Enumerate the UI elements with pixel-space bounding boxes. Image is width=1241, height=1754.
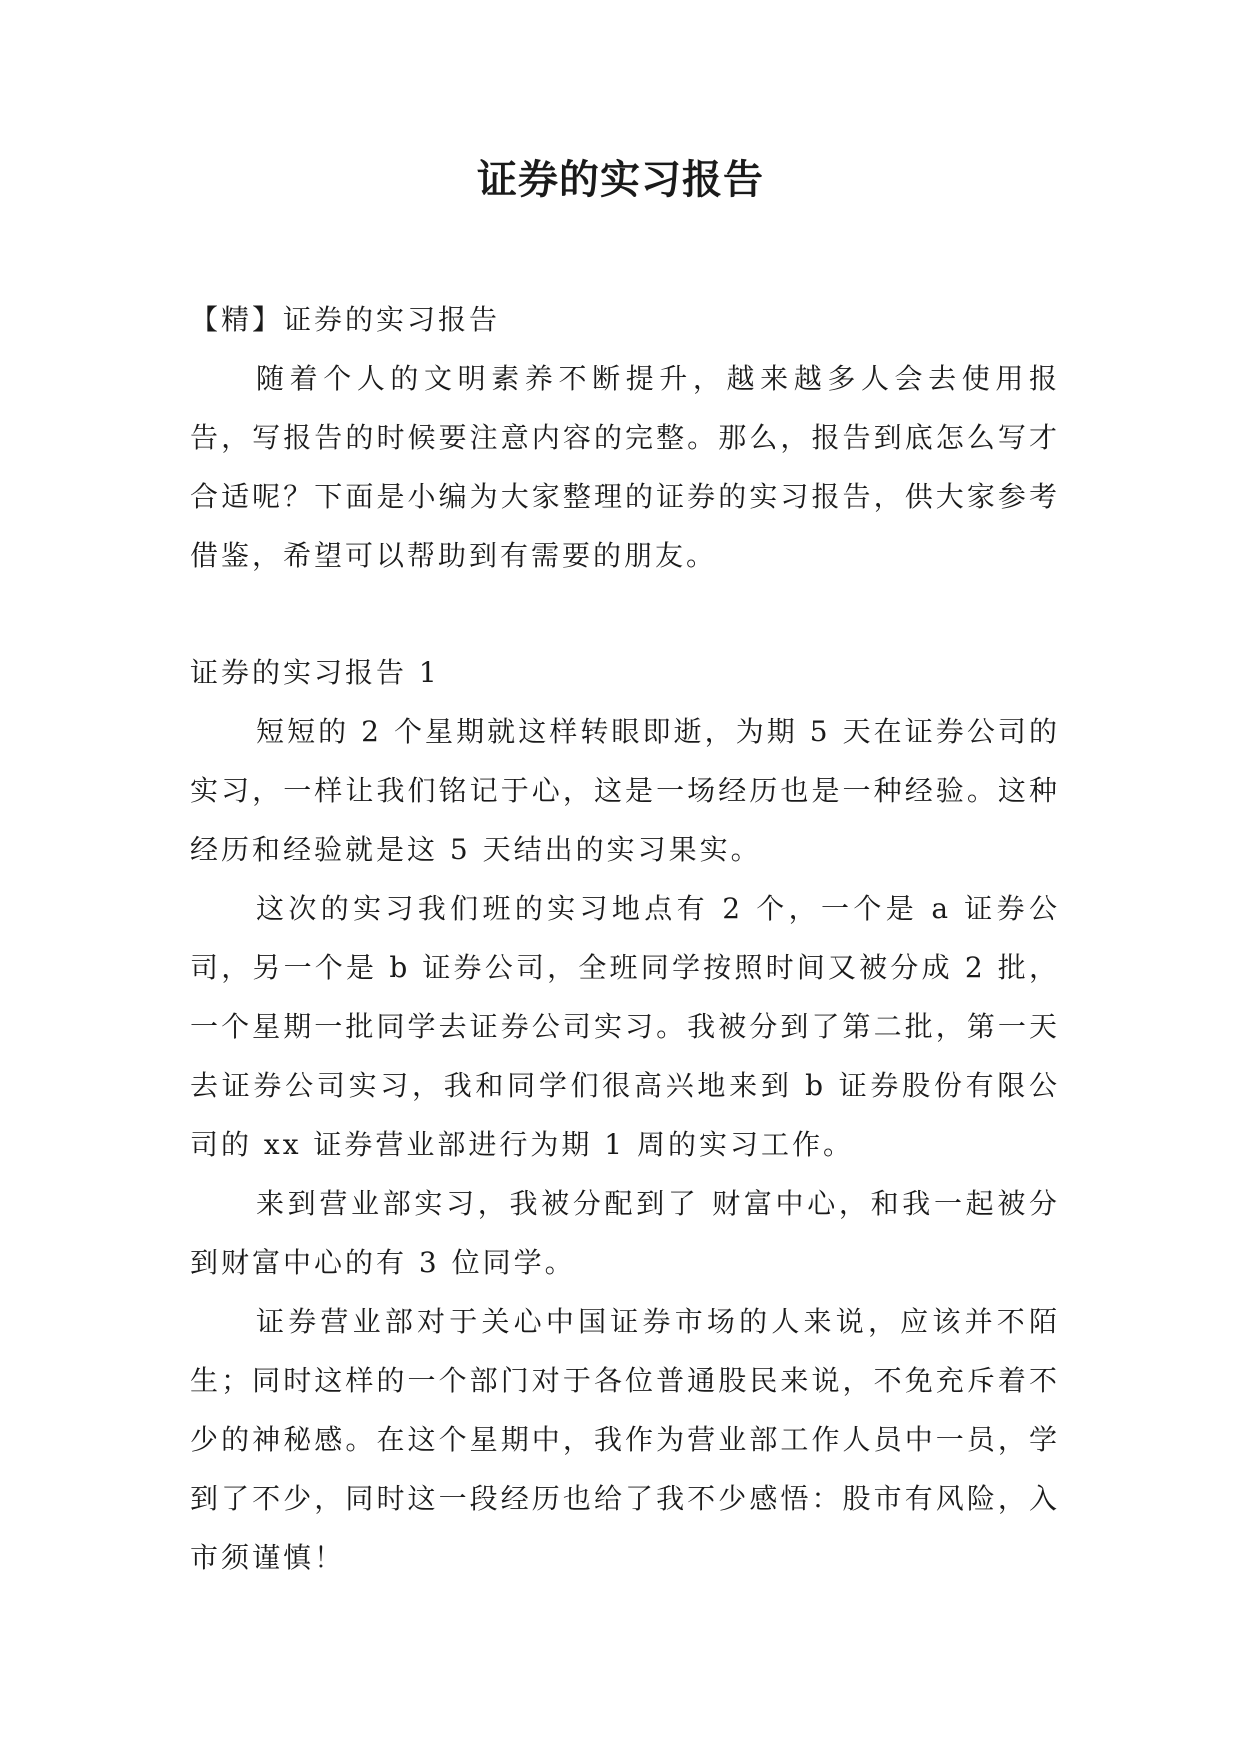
section-heading: 证券的实习报告 1 bbox=[190, 656, 440, 689]
body-paragraph: 短短的 2 个星期就这样转眼即逝，为期 5 天在证券公司的实习，一样让我们铭记于心，这是一场经历也是一种经验。这种经历和经验就是这 5 天结出的实习果实。 bbox=[190, 715, 1060, 866]
document-title: 证券的实习报告 bbox=[477, 157, 764, 203]
intro-paragraph: 随着个人的文明素养不断提升，越来越多人会去使用报告，写报告的时候要注意内容的完整。那么，报告到底怎么写才合适呢？下面是小编为大家整理的证券的实习报告，供大家参考借鉴，希望可以帮助到有需要的朋友。 bbox=[190, 362, 1060, 572]
body-paragraph: 来到营业部实习，我被分配到了 财富中心，和我一起被分到财富中心的有 3 位同学。 bbox=[190, 1187, 1060, 1279]
body-paragraph: 证券营业部对于关心中国证券市场的人来说，应该并不陌生；同时这样的一个部门对于各位普通股民来说，不免充斥着不少的神秘感。在这个星期中，我作为营业部工作人员中一员，学到了不少，同时这一段经历也给了我不少感悟：股市有风险，入市须谨慎！ bbox=[190, 1305, 1060, 1574]
intro-heading: 【精】证券的实习报告 bbox=[190, 303, 501, 336]
body-paragraph: 这次的实习我们班的实习地点有 2 个，一个是 a 证券公司，另一个是 b 证券公司，全班同学按照时间又被分成 2 批，一个星期一批同学去证券公司实习。我被分到了第二批，第一天去证券公司实习，我和同学们很高兴地来到 b 证券股份有限公司的 xx 证券营业部进行为期 1 周的实习工作。 bbox=[190, 892, 1060, 1161]
document-body bbox=[190, 290, 1060, 1587]
